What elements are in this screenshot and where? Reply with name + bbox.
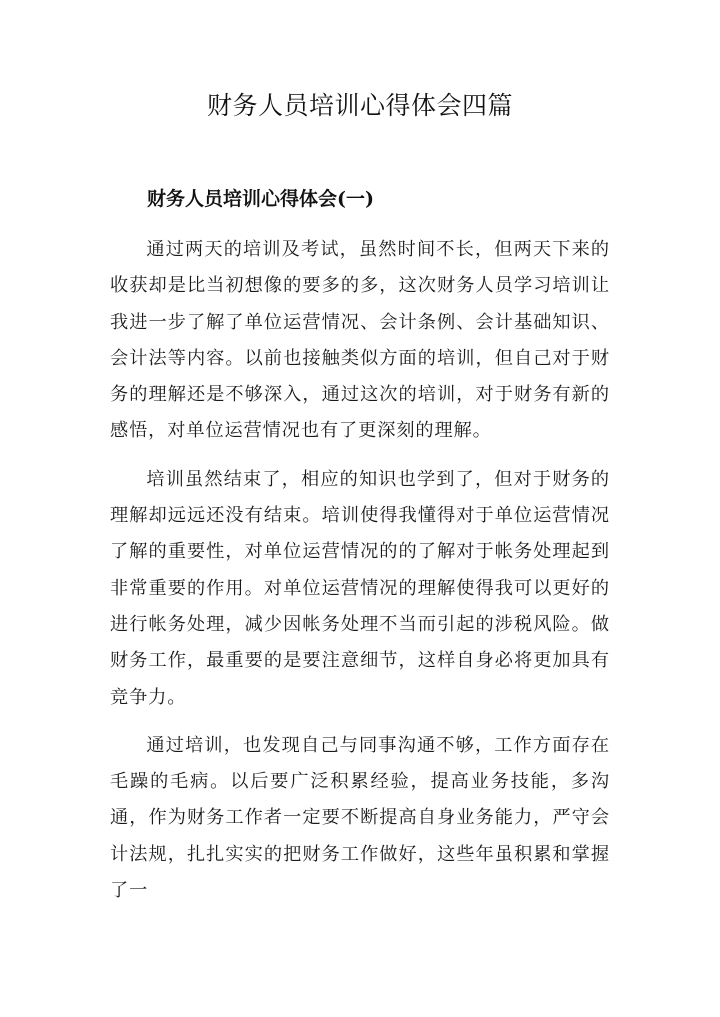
- paragraph-1: 通过两天的培训及考试，虽然时间不长，但两天下来的收获却是比当初想像的要多的多，这次财务人员学习培训让我进一步了解了单位运营情况、会计条例、会计基础知识、会计法等内容。以前也接触类似方面的培训，但自己对于财务的理解还是不够深入，通过这次的培训，对于财务有新的感悟，对单位运营情况也有了更深刻的理解。: [110, 239, 610, 442]
- document-title: 财务人员培训心得体会四篇: [206, 91, 513, 120]
- document-body: [110, 232, 610, 921]
- paragraph-3: 通过培训，也发现自己与同事沟通不够，工作方面存在毛躁的毛病。以后要广泛积累经验，提高业务技能，多沟通，作为财务工作者一定要不断提高自身业务能力，严守会计法规，扎扎实实的把财务工作做好，这些年虽积累和掌握了一: [110, 734, 610, 902]
- paragraph-2: 培训虽然结束了，相应的知识也学到了，但对于财务的理解却远远还没有结束。培训使得我懂得对于单位运营情况了解的重要性，对单位运营情况的的了解对于帐务处理起到非常重要的作用。对单位运营情况的理解使得我可以更好的进行帐务处理，减少因帐务处理不当而引起的涉税风险。做财务工作，最重要的是要注意细节，这样自身必将更加具有竞争力。: [110, 468, 610, 708]
- section-heading: 财务人员培训心得体会(一): [147, 188, 374, 210]
